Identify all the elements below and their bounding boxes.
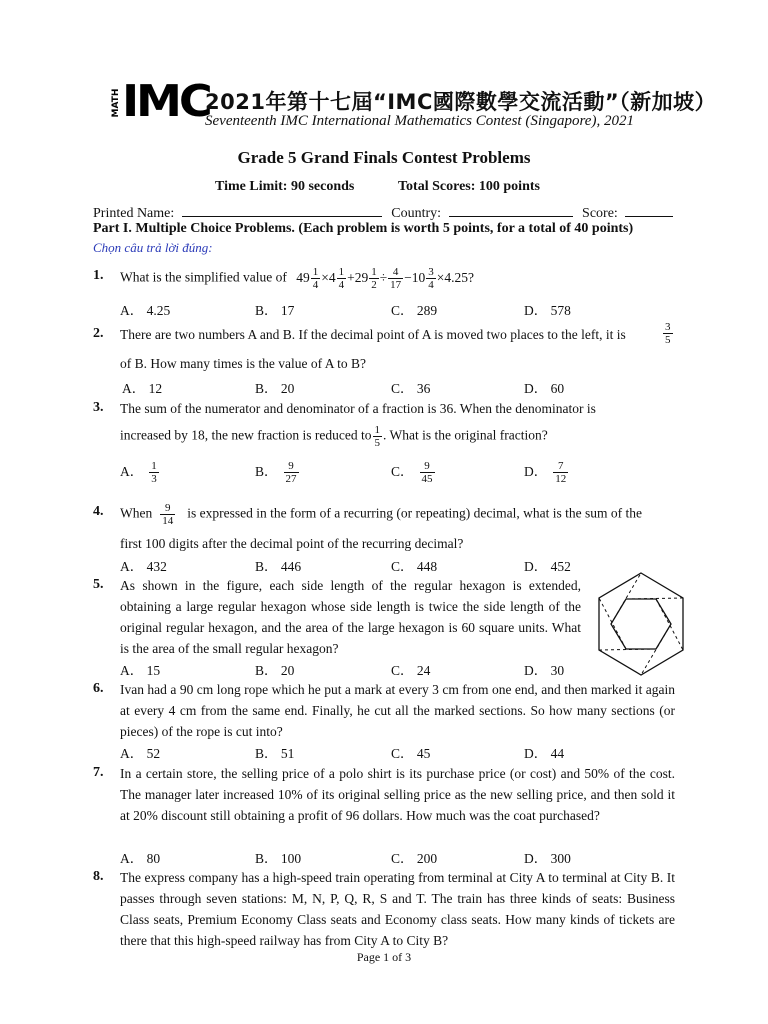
option-a[interactable]: A． 80 (120, 851, 161, 866)
header-title-en: Seventeenth IMC International Mathematics Contest (Singapore), 2021 (205, 113, 634, 129)
question-number: 6. (93, 681, 104, 696)
option-b[interactable]: B． 100 (255, 851, 302, 866)
imc-logo (108, 76, 210, 130)
score-label: Score: (582, 206, 618, 221)
question-4-line-1: When $\frac{9}{14}$ is expressed in the form of a recurring (or repeating) decimal, what is the sum of the (120, 502, 642, 527)
option-c[interactable]: C． 200 (391, 851, 438, 866)
total-scores: Total Scores: 100 points (398, 179, 540, 194)
option-d[interactable]: D． 452 (524, 559, 571, 574)
question-number: 4. (93, 504, 104, 519)
question-2-line-2: of B. How many times is the value of A to B? (120, 356, 366, 371)
part-heading: Part I. Multiple Choice Problems. (Each problem is worth 5 points, for a total of 40 points) (93, 221, 634, 236)
option-c[interactable]: C． 448 (391, 559, 438, 574)
option-c[interactable]: C． $\frac{9}{45}$ (391, 460, 433, 486)
logo-side-text: MATH (111, 88, 121, 118)
country-input-line[interactable] (449, 202, 573, 217)
option-b[interactable]: B． $\frac{9}{27}$ (255, 460, 297, 486)
question-number: 1. (93, 268, 104, 283)
option-c[interactable]: C． 45 (391, 746, 431, 761)
option-c[interactable]: C． 36 (391, 381, 431, 396)
header-title-cn: 2021年第十七屆“IMC國際數學交流活動”（新加坡） (205, 90, 717, 114)
question-3-line-1: The sum of the numerator and denominator of a fraction is 36. When the denominator is (120, 401, 596, 416)
option-c[interactable]: C． 24 (391, 663, 431, 678)
option-d[interactable]: D． $\frac{7}{12}$ (524, 460, 567, 486)
small-hexagon (611, 599, 671, 649)
option-b[interactable]: B． 51 (255, 746, 295, 761)
option-a[interactable]: A． 4.25 (120, 303, 171, 318)
country-label: Country: (391, 206, 442, 221)
question-number: 8. (93, 869, 104, 884)
option-a[interactable]: A． 15 (120, 663, 161, 678)
option-d[interactable]: D． 300 (524, 851, 571, 866)
hexagon-figure (593, 570, 689, 680)
time-limit: Time Limit: 90 seconds (215, 179, 355, 194)
question-7-text: In a certain store, the selling price of a polo shirt is its purchase price (or cost) and 50% of the cost. The manager later increased 10% of its original selling price as the new selling price, and then sold it at 20% discount still obtaining a profit of 96 dollars. How much was the coat purchased? (120, 766, 675, 823)
logo-text: IMC (122, 76, 210, 127)
option-b[interactable]: B． 446 (255, 559, 302, 574)
fraction: $\frac{3}{5}$ (665, 321, 671, 346)
option-a[interactable]: A． 12 (122, 381, 163, 396)
question-number: 7. (93, 765, 104, 780)
question-1-text: What is the simplified value of 49 $\frac{1}{4}$ ×4 $\frac{1}{4}$ +29 $\frac{1}{2}$ ÷ $\frac{4}{17}$ −10 $\frac{3}{4}$ ×4.25? (120, 266, 474, 291)
question-2-line-1: There are two numbers A and B. If the decimal point of A is moved two places to the left, it is (120, 327, 626, 342)
question-5-text: As shown in the figure, each side length of the regular hexagon is extended, obtaining a large regular hexagon whose side length is twice the side length of the original regular hexagon, and the area of the large hexagon is 60 square units. What is the area of the small regular hexagon? (120, 578, 581, 656)
score-input-line[interactable] (625, 202, 673, 217)
name-input-line[interactable] (182, 202, 382, 217)
question-number: 5. (93, 577, 104, 592)
option-a[interactable]: A． $\frac{1}{3}$ (120, 460, 157, 486)
option-d[interactable]: D． 30 (524, 663, 565, 678)
option-b[interactable]: B． 20 (255, 381, 295, 396)
question-3-line-2: increased by 18, the new fraction is reduced to $\frac{1}{5}$ . What is the original fraction? (120, 424, 548, 449)
option-b[interactable]: B． 17 (255, 303, 295, 318)
name-label: Printed Name: (93, 206, 175, 221)
option-d[interactable]: D． 578 (524, 303, 571, 318)
question-number: 3. (93, 400, 104, 415)
page-footer: Page 1 of 3 (356, 950, 412, 964)
option-a[interactable]: A． 432 (120, 559, 167, 574)
option-b[interactable]: B． 20 (255, 663, 295, 678)
question-4-line-2: first 100 digits after the decimal point of the recurring decimal? (120, 536, 464, 551)
option-d[interactable]: D． 44 (524, 746, 565, 761)
info-fields (93, 202, 673, 222)
instruction: Chọn câu trả lời đúng: (93, 240, 213, 255)
expression: 49 $\frac{1}{4}$ ×4 $\frac{1}{4}$ +29 $\frac{1}{2}$ ÷ $\frac{4}{17}$ −10 $\frac{3}{4}$ ×4.25? (296, 266, 474, 291)
question-number: 2. (93, 326, 104, 341)
option-c[interactable]: C． 289 (391, 303, 438, 318)
option-d[interactable]: D． 60 (524, 381, 565, 396)
question-8-text: The express company has a high-speed train operating from terminal at City A to terminal at City B. It passes through seven stations: M, N, P, Q, R, S and T. The train has three kinds of seats: Business Class seats, Premium Economy Class seats and Economy class seats. How many kinds of tickets are there that this high-speed railway has from City A to City B? (120, 870, 675, 948)
question-6-text: Ivan had a 90 cm long rope which he put a mark at every 3 cm from one end, and then marked it again at every 4 cm from the same end. Finally, he cut all the marked sections. So how many sections (or pieces) of the rope is cut into? (120, 682, 675, 739)
page-title: Grade 5 Grand Finals Contest Problems (237, 148, 531, 167)
option-a[interactable]: A． 52 (120, 746, 161, 761)
